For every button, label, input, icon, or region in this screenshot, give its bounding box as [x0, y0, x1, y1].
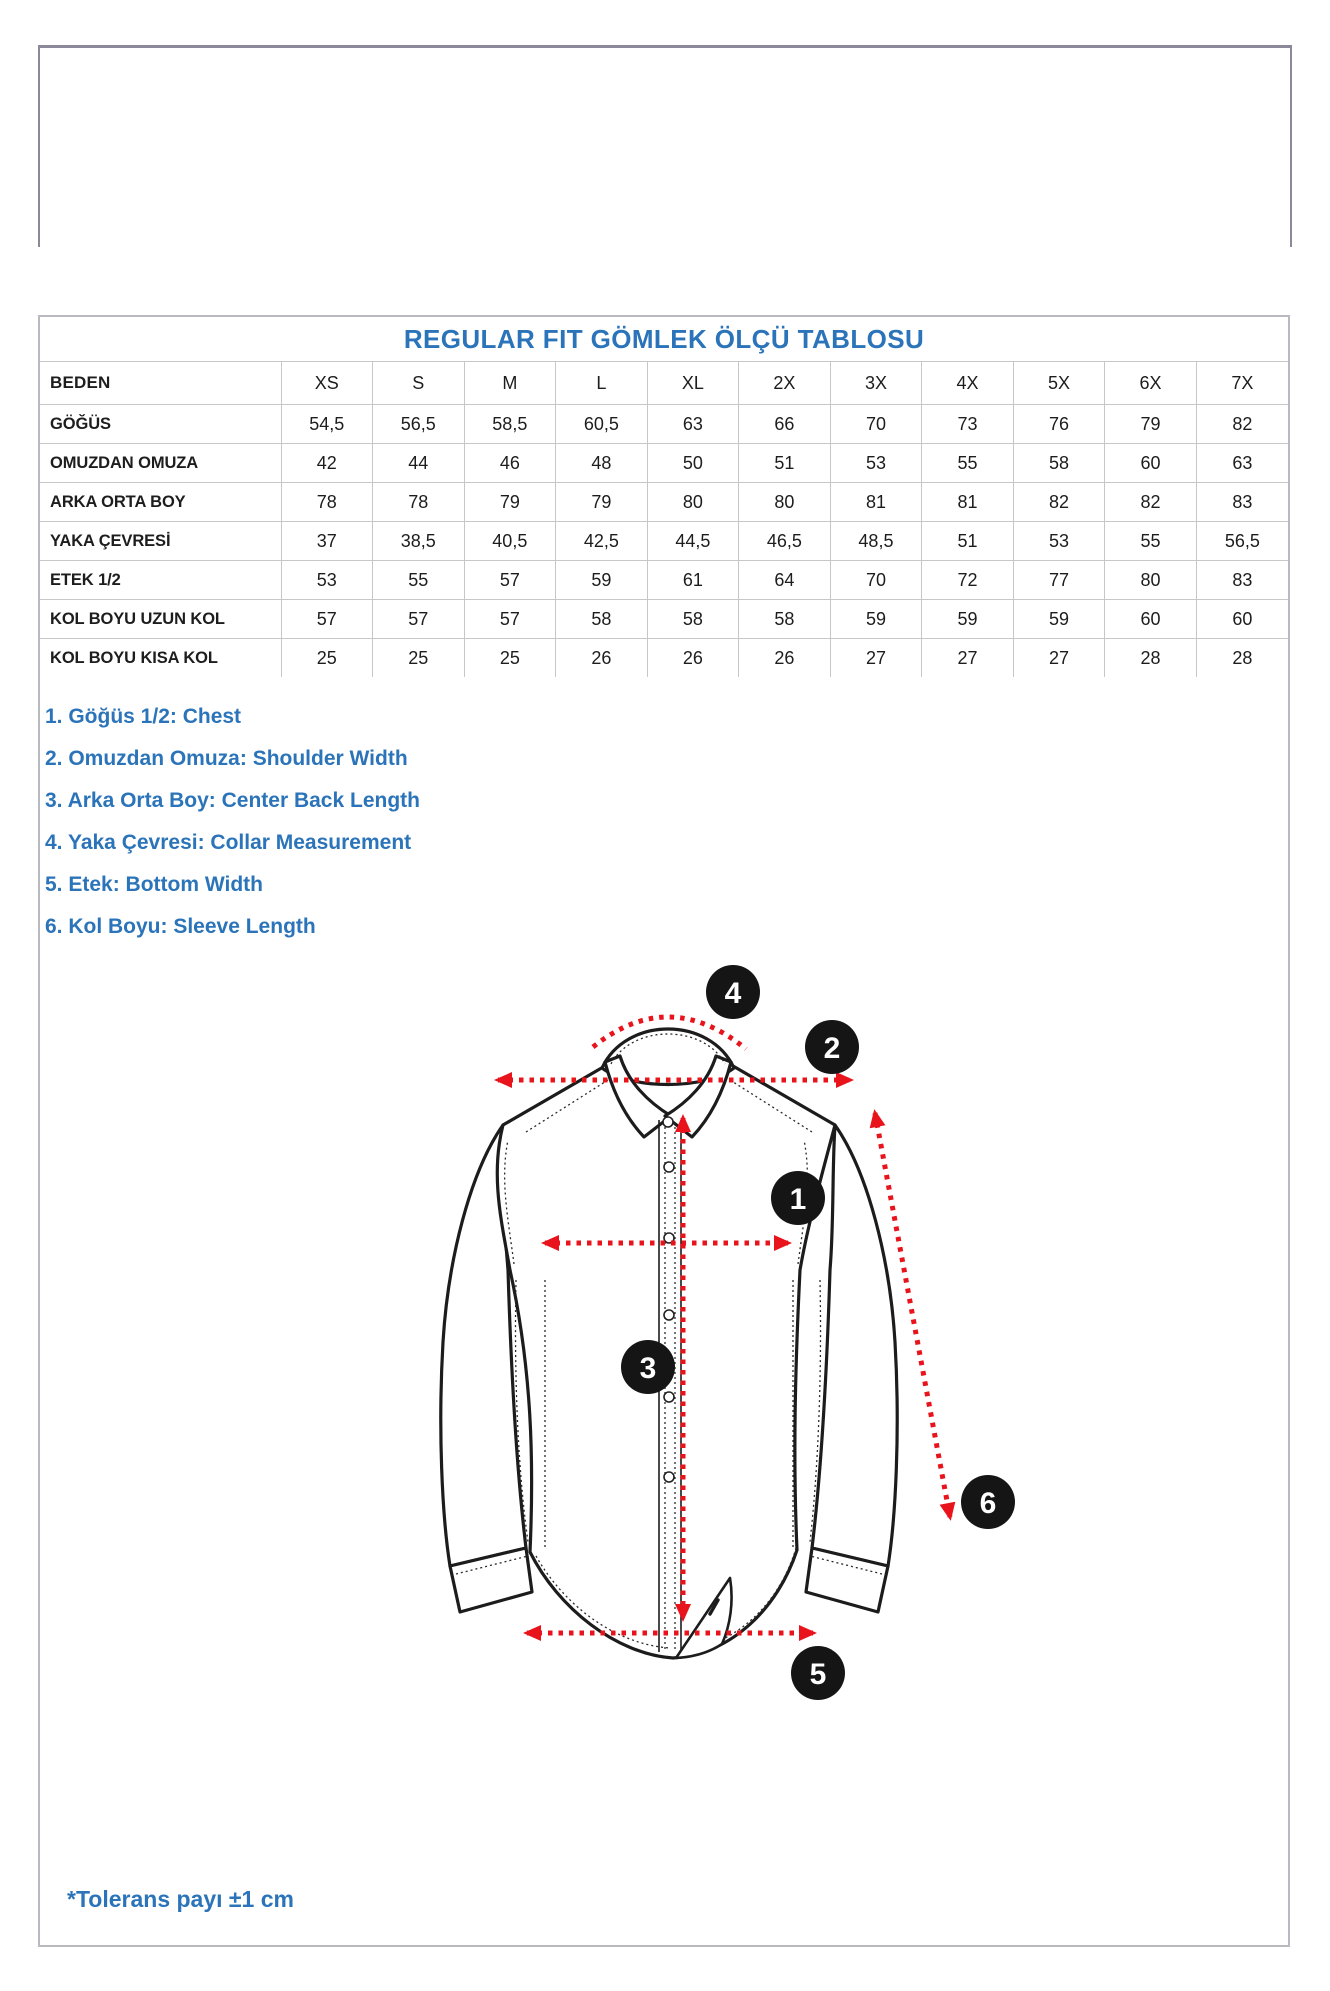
measurement-cell: 58: [1013, 444, 1105, 483]
measurement-cell: 46: [464, 444, 556, 483]
row-label: ARKA ORTA BOY: [40, 483, 281, 522]
measurement-cell: 42,5: [556, 522, 648, 561]
measure-marker-3: [621, 1340, 675, 1394]
table-row: [40, 405, 1288, 444]
measurement-cell: 51: [922, 522, 1014, 561]
measurement-cell: 82: [1013, 483, 1105, 522]
measurement-legend: [45, 696, 420, 948]
measurement-cell: 78: [373, 483, 465, 522]
measurement-cell: 59: [556, 561, 648, 600]
measurement-cell: 25: [373, 639, 465, 678]
measurement-cell: 63: [1196, 444, 1288, 483]
svg-text:6: 6: [979, 1487, 997, 1520]
measurement-cell: 83: [1196, 561, 1288, 600]
tolerance-note: *Tolerans payı ±1 cm: [67, 1886, 294, 1912]
measurement-cell: 66: [739, 405, 831, 444]
measure-marker-4: [706, 965, 760, 1019]
measurement-cell: 40,5: [464, 522, 556, 561]
measurement-cell: 58,5: [464, 405, 556, 444]
legend-item-4: 4. Yaka Çevresi: Collar Measurement: [45, 831, 412, 854]
product-image-frame: [38, 45, 1292, 247]
measurement-cell: 25: [464, 639, 556, 678]
measurement-cell: 64: [739, 561, 831, 600]
measurement-cell: 78: [281, 483, 373, 522]
size-table-body: [40, 405, 1288, 678]
measurement-cell: 77: [1013, 561, 1105, 600]
measurement-cell: 80: [647, 483, 739, 522]
size-column-corner-label: BEDEN: [40, 362, 281, 405]
measurement-cell: 79: [556, 483, 648, 522]
row-label: KOL BOYU UZUN KOL: [40, 600, 281, 639]
size-column-xs: XS: [281, 362, 373, 405]
size-table: [40, 317, 1288, 677]
measurement-cell: 37: [281, 522, 373, 561]
measurement-cell: 59: [922, 600, 1014, 639]
measurement-cell: 57: [373, 600, 465, 639]
measurement-cell: 28: [1196, 639, 1288, 678]
measurement-cell: 54,5: [281, 405, 373, 444]
table-title-row: [40, 317, 1288, 362]
row-label: KOL BOYU KISA KOL: [40, 639, 281, 678]
right-sleeve: [812, 1125, 897, 1566]
measurement-cell: 27: [830, 639, 922, 678]
size-column-xl: XL: [647, 362, 739, 405]
measurement-cell: 60: [1105, 600, 1197, 639]
row-label: ETEK 1/2: [40, 561, 281, 600]
measurement-cell: 53: [1013, 522, 1105, 561]
svg-text:3: 3: [639, 1352, 657, 1385]
measurement-cell: 63: [647, 405, 739, 444]
measurement-cell: 82: [1196, 405, 1288, 444]
table-row: [40, 639, 1288, 678]
measurement-cell: 60: [1196, 600, 1288, 639]
row-label: GÖĞÜS: [40, 405, 281, 444]
measurement-cell: 25: [281, 639, 373, 678]
measurement-cell: 51: [739, 444, 831, 483]
measurement-cell: 55: [373, 561, 465, 600]
measurement-cell: 58: [556, 600, 648, 639]
measurement-cell: 44: [373, 444, 465, 483]
size-column-s: S: [373, 362, 465, 405]
legend-item-1: 1. Göğüs 1/2: Chest: [45, 705, 242, 728]
measurement-cell: 26: [647, 639, 739, 678]
measurement-cell: 79: [464, 483, 556, 522]
measure-marker-2: [805, 1020, 859, 1074]
measurement-cell: 27: [1013, 639, 1105, 678]
size-table-title: REGULAR FIT GÖMLEK ÖLÇÜ TABLOSU: [40, 317, 1288, 362]
measurement-cell: 53: [830, 444, 922, 483]
measurement-cell: 57: [464, 600, 556, 639]
measurement-cell: 60,5: [556, 405, 648, 444]
size-column-m: M: [464, 362, 556, 405]
measurement-cell: 72: [922, 561, 1014, 600]
legend-item-6: 6. Kol Boyu: Sleeve Length: [45, 915, 316, 938]
measurement-cell: 57: [281, 600, 373, 639]
size-column-3x: 3X: [830, 362, 922, 405]
measurement-cell: 26: [556, 639, 648, 678]
measurement-cell: 53: [281, 561, 373, 600]
measurement-cell: 79: [1105, 405, 1197, 444]
table-row: [40, 483, 1288, 522]
measurement-cell: 55: [1105, 522, 1197, 561]
measurement-cell: 70: [830, 561, 922, 600]
size-column-2x: 2X: [739, 362, 831, 405]
svg-text:1: 1: [789, 1183, 807, 1216]
measurement-cell: 76: [1013, 405, 1105, 444]
svg-text:2: 2: [823, 1032, 841, 1065]
size-column-l: L: [556, 362, 648, 405]
measurement-cell: 46,5: [739, 522, 831, 561]
measurement-cell: 28: [1105, 639, 1197, 678]
table-row: [40, 561, 1288, 600]
measurement-cell: 27: [922, 639, 1014, 678]
measurement-cell: 81: [830, 483, 922, 522]
measurement-cell: 73: [922, 405, 1014, 444]
measurement-cell: 81: [922, 483, 1014, 522]
row-label: OMUZDAN OMUZA: [40, 444, 281, 483]
svg-text:5: 5: [809, 1658, 827, 1691]
measurement-cell: 38,5: [373, 522, 465, 561]
legend-item-5: 5. Etek: Bottom Width: [45, 873, 263, 896]
measurement-cell: 56,5: [373, 405, 465, 444]
measurement-cell: 70: [830, 405, 922, 444]
measurement-cell: 56,5: [1196, 522, 1288, 561]
measurement-cell: 83: [1196, 483, 1288, 522]
measurement-cell: 82: [1105, 483, 1197, 522]
measurement-cell: 61: [647, 561, 739, 600]
size-column-7x: 7X: [1196, 362, 1288, 405]
size-column-4x: 4X: [922, 362, 1014, 405]
table-header-row: [40, 362, 1288, 405]
measurement-cell: 42: [281, 444, 373, 483]
measurement-cell: 80: [739, 483, 831, 522]
size-column-5x: 5X: [1013, 362, 1105, 405]
measurement-cell: 59: [1013, 600, 1105, 639]
measurement-cell: 55: [922, 444, 1014, 483]
measurement-cell: 48,5: [830, 522, 922, 561]
measurement-cell: 58: [739, 600, 831, 639]
measurement-cell: 50: [647, 444, 739, 483]
measurement-cell: 48: [556, 444, 648, 483]
legend-item-3: 3. Arka Orta Boy: Center Back Length: [45, 789, 420, 812]
measure-marker-5: [791, 1646, 845, 1700]
svg-text:4: 4: [724, 977, 742, 1010]
measurement-cell: 80: [1105, 561, 1197, 600]
measurement-cell: 44,5: [647, 522, 739, 561]
size-column-6x: 6X: [1105, 362, 1197, 405]
measure-marker-6: [961, 1475, 1015, 1529]
measure-marker-1: [771, 1171, 825, 1225]
table-row: [40, 444, 1288, 483]
table-row: [40, 522, 1288, 561]
measurement-cell: 57: [464, 561, 556, 600]
row-label: YAKA ÇEVRESİ: [40, 522, 281, 561]
legend-item-2: 2. Omuzdan Omuza: Shoulder Width: [45, 747, 408, 770]
table-row: [40, 600, 1288, 639]
measurement-cell: 26: [739, 639, 831, 678]
size-chart-panel: [38, 315, 1290, 1947]
measurement-cell: 59: [830, 600, 922, 639]
measurement-cell: 60: [1105, 444, 1197, 483]
measurement-cell: 58: [647, 600, 739, 639]
shirt-diagram: [380, 950, 1050, 1710]
